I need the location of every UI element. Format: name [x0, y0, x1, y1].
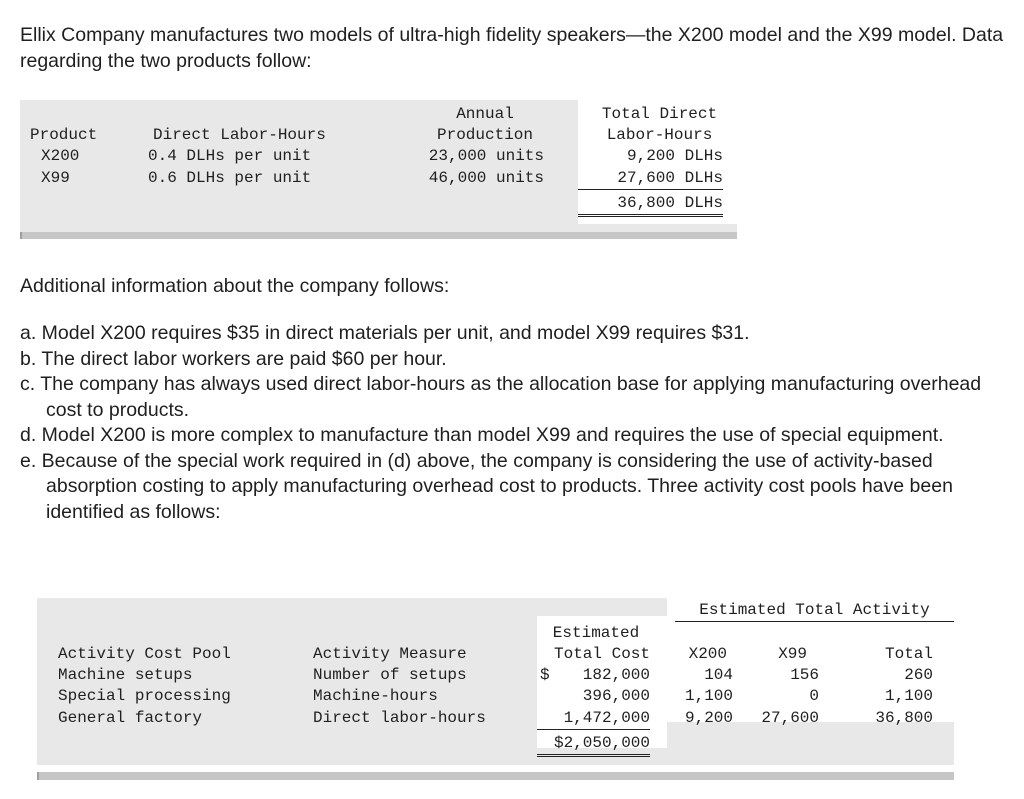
- header-activity-measure: Activity Measure: [313, 645, 467, 663]
- grand-total-dlh: 36,800 DLHs: [578, 193, 723, 217]
- row-special-processing-pool: Special processing: [58, 687, 231, 705]
- row-machine-setups-pool: Machine setups: [58, 666, 193, 684]
- row-general-factory-x200: 9,200: [684, 709, 733, 727]
- row-general-factory-x99: 27,600: [761, 709, 819, 727]
- intro-text: Ellix Company manufactures two models of ultra-high fidelity speakers—the X200 model and the X99 model. Data regarding the two products follow:: [20, 24, 1004, 72]
- row-x200-product: X200: [41, 147, 80, 165]
- list-item: e. Because of the special work required in (d) above, the company is considering the use of activity-based absorption costing to apply manufacturing overhead cost to products. Three activity cost pools have been identified as follows:: [20, 449, 953, 523]
- row-x200-total: 9,200 DLHs: [626, 147, 723, 165]
- row-general-factory-measure: Direct labor-hours: [313, 709, 486, 727]
- row-x99-dlh: 0.6 DLHs per unit: [148, 169, 312, 187]
- row-machine-setups-x99: 156: [790, 666, 819, 684]
- row-machine-setups-total: 260: [904, 666, 933, 684]
- row-special-processing-total: 1,100: [884, 687, 933, 705]
- list-item: a. Model X200 requires $35 in direct materials per unit, and model X99 requires $31.: [20, 322, 750, 344]
- row-x200-production: 23,000 units: [428, 147, 544, 165]
- list-item: c. The company has always used direct labor-hours as the allocation base for applying manufacturing overhead cost to products.: [20, 373, 982, 421]
- header-direct-labor-hours: Direct Labor-Hours: [153, 126, 326, 144]
- row-machine-setups-dollar-sign: $: [540, 666, 550, 684]
- header-total: Total: [884, 645, 933, 663]
- row-special-processing-cost: 396,000: [582, 687, 650, 705]
- row-machine-setups-measure: Number of setups: [313, 666, 467, 684]
- row-x99-product: X99: [41, 169, 70, 187]
- header-production: Production: [436, 126, 533, 144]
- row-x200-dlh: 0.4 DLHs per unit: [148, 147, 312, 165]
- header-total-line1: Total Direct: [601, 105, 718, 123]
- row-special-processing-x99: 0: [809, 687, 819, 705]
- header-total-cost: Total Cost: [553, 645, 650, 663]
- header-annual: Annual: [456, 105, 514, 123]
- additional-info-heading: Additional information about the company follows:: [20, 275, 450, 297]
- row-machine-setups-cost: 182,000: [582, 666, 650, 684]
- row-x99-production: 46,000 units: [428, 169, 544, 187]
- header-estimated-total-activity: Estimated Total Activity: [675, 600, 954, 622]
- header-activity-cost-pool: Activity Cost Pool: [58, 645, 231, 663]
- row-general-factory-total: 36,800: [875, 709, 933, 727]
- header-total-line2: Labor-Hours: [606, 126, 713, 144]
- grand-total-cost: $2,050,000: [537, 733, 650, 757]
- row-machine-setups-x200: 104: [704, 666, 733, 684]
- info-list: [20, 321, 1020, 525]
- table-scrollbar[interactable]: [37, 772, 954, 780]
- header-x200: X200: [688, 645, 727, 663]
- list-item: d. Model X200 is more complex to manufacture than model X99 and requires the use of special equipment.: [20, 424, 944, 446]
- header-product: Product: [30, 126, 98, 144]
- product-labor-table: [20, 100, 737, 240]
- activity-cost-table: [37, 596, 954, 782]
- row-general-factory-pool: General factory: [58, 709, 203, 727]
- row-general-factory-cost: 1,472,000: [537, 708, 650, 730]
- row-x99-total: 27,600 DLHs: [578, 168, 723, 190]
- table-scrollbar[interactable]: [20, 232, 737, 239]
- row-special-processing-measure: Machine-hours: [313, 687, 438, 705]
- header-x99: X99: [778, 645, 807, 663]
- row-special-processing-x200: 1,100: [684, 687, 733, 705]
- header-estimated: Estimated: [552, 624, 640, 642]
- list-item: b. The direct labor workers are paid $60 per hour.: [20, 347, 447, 370]
